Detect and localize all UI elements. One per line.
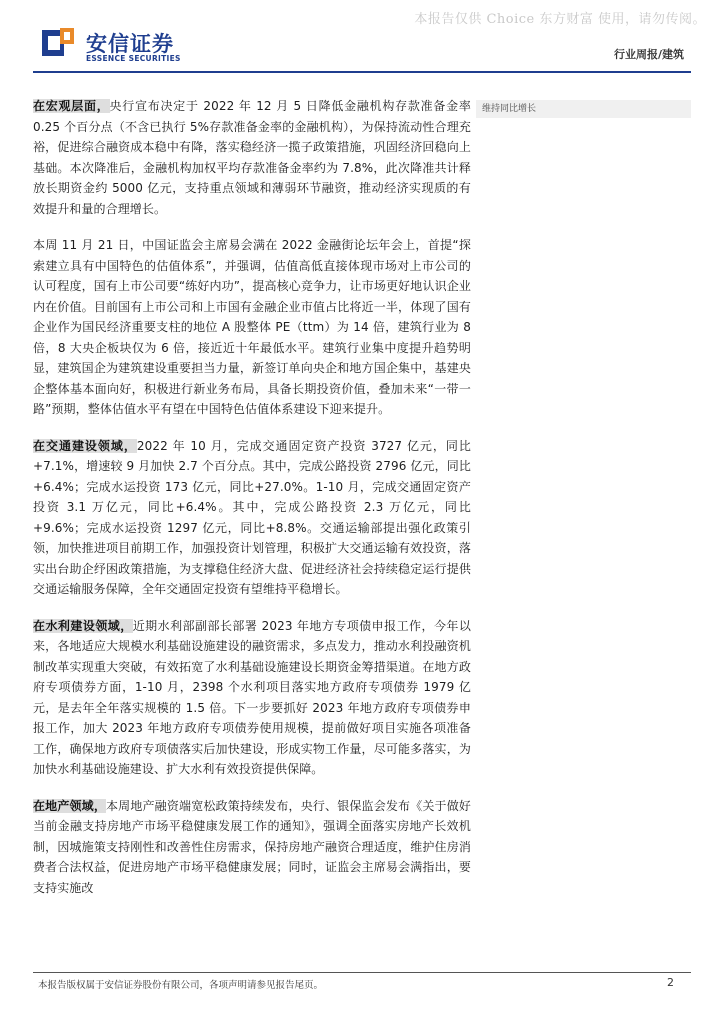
paragraph-lead: 在宏观层面，	[33, 99, 110, 113]
header-divider	[33, 71, 691, 73]
report-category: 行业周报/建筑	[613, 48, 684, 61]
paragraph-realestate	[33, 796, 471, 899]
page-number: 2	[667, 976, 674, 989]
paragraph-body: 本周 11 月 21 日，中国证监会主席易会满在 2022 金融街论坛年会上，首提“探索建立具有中国特色的估值体系”，并强调，估值高低直接体现市场对上市公司的认可程度，国有上市公司要“练好内功”，提高核心竞争力，让市场更好地认识企业内在价值。目前国有上市公司和上市国有金融企业市值占比将近一半，体现了国有企业作为国民经济重要支柱的地位 A 股整体 PE（ttm）为 14 倍，建筑行业为 8 倍，8 大央企板块仅为 6 倍，接近近十年最低水平。建筑行业集中度提升趋势明显，建筑国企为建筑建设重要担当力量，新签订单向央企和地方国企集中，基建央企整体基本面向好，积极进行新业务布局，具备长期投资价值，叠加未来“一带一路”预期，整体估值水平有望在中国特色估值体系建设下迎来提升。	[33, 238, 471, 416]
brand-name-en: ESSENCE SECURITIES	[86, 54, 181, 63]
paragraph-body: 2022 年 10 月，完成交通固定资产投资 3727 亿元，同比+7.1%，增速较 9 月加快 2.7 个百分点。其中，完成公路投资 2796 亿元，同比+6.4%；完成水运投资 173 亿元，同比+27.0%。1-10 月，完成交通固定资产投资 3.1 万亿元，同比+6.4%。其中，完成公路投资 2.3 万亿元，同比+9.6%；完成水运投资 1297 亿元，同比+8.8%。交通运输部提出强化政策引领，加快推进项目前期工作，加强投资计划管理，积极扩大交通运输有效投资，落实出台助企纾困政策措施，为支撑稳住经济大盘、促进经济社会持续稳定运行提供交通运输服务保障，全年交通固定投资有望维持平稳增长。	[33, 438, 471, 596]
sidebar-note: 维持同比增长	[476, 100, 691, 118]
brand-name-cn: 安信证券	[86, 32, 174, 56]
paragraph-body: 近期水利部副部长部署 2023 年地方专项债申报工作，今年以来，各地适应大规模水利基础设施建设的融资需求，多点发力，推动水利投融资机制改革实现重大突破，有效拓宽了水利基础设施建设长期资金筹措渠道。在地方政府专项债券方面，1-10 月，2398 个水利项目落实地方政府专项债券 1979 亿元，是去年全年落实规模的 1.5 倍。下一步要抓好 2023 年地方政府专项债券申报工作，加大 2023 年地方政府专项债券使用规模，提前做好项目实施各项准备工作，确保地方政府专项债落实后加快建设，形成实物工作量，尽可能多落实，为加快水利基础设施建设、扩大水利有效投资提供保障。	[33, 618, 471, 776]
brand-logo-icon	[40, 26, 76, 62]
brand-logo	[40, 26, 190, 66]
paragraph-body: 央行宣布决定于 2022 年 12 月 5 日降低金融机构存款准备金率 0.25 个百分点（不含已执行 5%存款准备金率的金融机构），为保持流动性合理充裕，促进综合融资成本稳中有降，落实稳经济一揽子政策措施，巩固经济回稳向上基础。本次降准后，金融机构加权平均存款准备金率约为 7.8%，此次降准共计释放长期资金约 5000 亿元，支持重点领域和薄弱环节融资，推动经济实现质的有效提升和量的合理增长。	[33, 99, 471, 216]
main-content	[33, 96, 471, 898]
paragraph-lead: 在水利建设领域，	[33, 618, 133, 633]
paragraph-macro	[33, 96, 471, 219]
footer-disclaimer: 本报告版权属于安信证券股份有限公司，各项声明请参见报告尾页。	[38, 980, 324, 991]
paragraph-valuation	[33, 235, 471, 420]
paragraph-body: 本周地产融资端宽松政策持续发布，央行、银保监会发布《关于做好当前金融支持房地产市场平稳健康发展工作的通知》，强调全面落实房地产长效机制，因城施策支持刚性和改善性住房需求，保持房地产融资合理适度，维护住房消费者合法权益，促进房地产市场平稳健康发展；同时，证监会主席易会满指出，要支持实施改	[33, 798, 471, 895]
paragraph-transport	[33, 436, 471, 600]
watermark: 本报告仅供 Choice 东方财富 使用，请勿传阅。	[414, 12, 706, 27]
paragraph-lead: 在地产领域，	[33, 798, 107, 813]
paragraph-water	[33, 616, 471, 780]
footer-divider	[33, 972, 691, 973]
paragraph-lead: 在交通建设领域，	[33, 438, 137, 453]
